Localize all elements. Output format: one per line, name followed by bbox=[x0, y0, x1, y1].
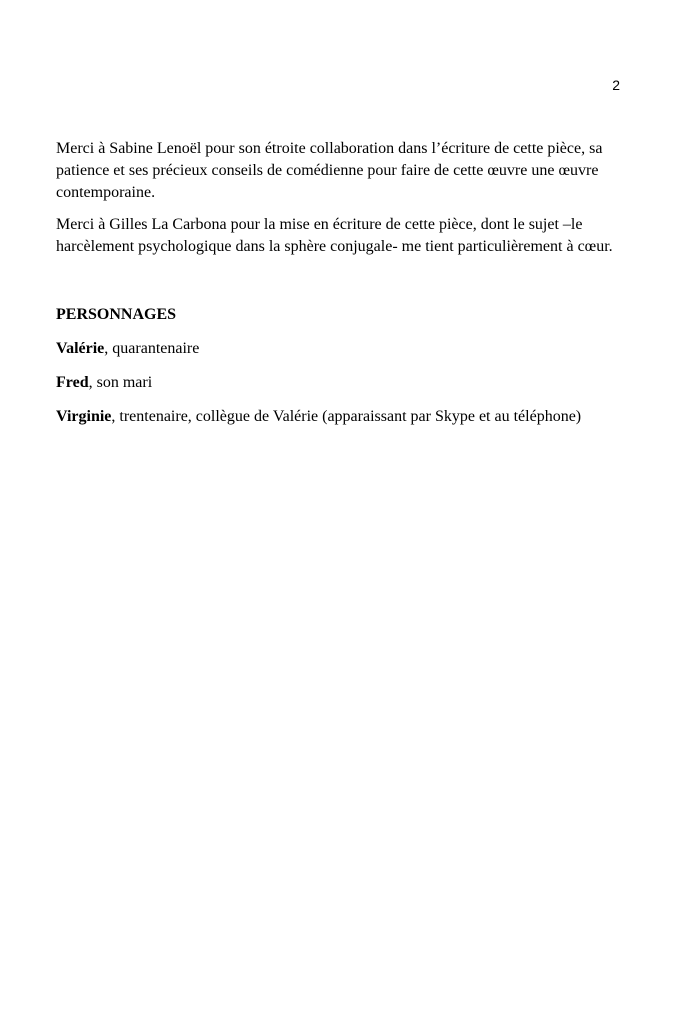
page-content bbox=[56, 138, 646, 440]
characters-heading: PERSONNAGES bbox=[56, 306, 177, 323]
character-name: Fred bbox=[56, 374, 89, 391]
character-description: , quarantenaire bbox=[104, 340, 200, 357]
character-entry bbox=[56, 372, 646, 394]
acknowledgement-paragraph: Merci à Sabine Lenoël pour son étroite collaboration dans l’écriture de cette pièce, sa patience et ses précieux conseils de comédienne pour faire de cette œuvre une œuvre contemporaine. bbox=[56, 140, 603, 201]
character-entry bbox=[56, 406, 646, 428]
character-description: , trentenaire, collègue de Valérie (apparaissant par Skype et au téléphone) bbox=[111, 408, 582, 425]
character-name: Valérie bbox=[56, 340, 105, 357]
character-entry bbox=[56, 338, 646, 360]
character-description: , son mari bbox=[88, 374, 153, 391]
character-name: Virginie bbox=[56, 408, 112, 425]
acknowledgement-paragraph: Merci à Gilles La Carbona pour la mise en écriture de cette pièce, dont le sujet –le harcèlement psychologique dans la sphère conjugale- me tient particulièrement à cœur. bbox=[56, 216, 613, 255]
page-number: 2 bbox=[612, 77, 620, 93]
